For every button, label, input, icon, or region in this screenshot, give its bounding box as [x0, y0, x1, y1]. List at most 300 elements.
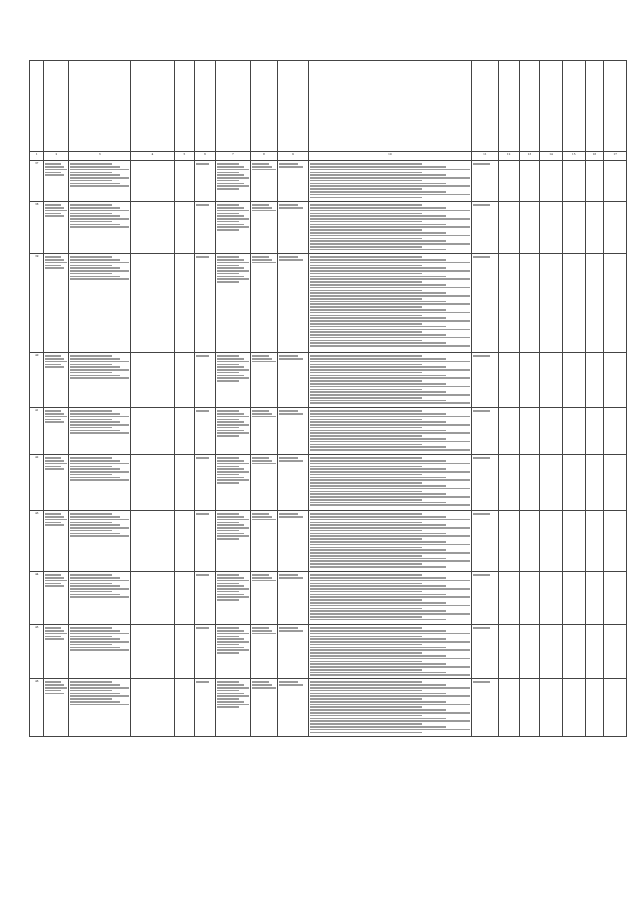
- cell-result: [215, 408, 250, 455]
- illegible-text: [217, 256, 249, 283]
- cell-blank: [519, 625, 540, 679]
- cell-blank: [519, 455, 540, 511]
- column-header: [308, 61, 471, 152]
- illegible-text: [45, 410, 67, 423]
- cell-blank: [540, 202, 563, 254]
- cell-blank: [604, 161, 627, 202]
- cell-blank: [604, 455, 627, 511]
- vertical-label: [183, 686, 186, 687]
- cell-date: [195, 202, 216, 254]
- cell-blank: [540, 408, 563, 455]
- cell-result: [215, 254, 250, 353]
- cell-blank: [519, 679, 540, 737]
- cell-blank: [585, 625, 604, 679]
- table-row: [30, 161, 627, 202]
- cell-blank: [540, 572, 563, 625]
- illegible-text: [310, 256, 470, 347]
- cell-number: [277, 625, 308, 679]
- row-number: 42: [30, 455, 44, 511]
- illegible-text: [70, 627, 129, 651]
- cell-number: [277, 679, 308, 737]
- cell-number: [277, 408, 308, 455]
- cell-type: [174, 353, 195, 408]
- cell-blank: [585, 202, 604, 254]
- cell-deadline: [472, 254, 499, 353]
- row-number: 41: [30, 408, 44, 455]
- cell-blank: [585, 161, 604, 202]
- cell-blank: [498, 353, 519, 408]
- column-number: 1: [30, 152, 44, 161]
- cell-blank: [519, 511, 540, 572]
- column-number-row: [30, 152, 627, 161]
- illegible-text: [217, 410, 249, 437]
- cell-deadline: [472, 408, 499, 455]
- illegible-text: [279, 627, 307, 631]
- illegible-text: [279, 163, 307, 167]
- vertical-label: [183, 462, 186, 463]
- illegible-text: [196, 513, 214, 515]
- illegible-text: [473, 681, 497, 683]
- cell-blank: [498, 511, 519, 572]
- cell-deadline: [472, 202, 499, 254]
- cell-blank: [498, 408, 519, 455]
- cell-blank: [519, 408, 540, 455]
- cell-code: [251, 625, 278, 679]
- cell-blank: [585, 679, 604, 737]
- cell-result: [215, 455, 250, 511]
- cell-date: [195, 511, 216, 572]
- cell-number: [277, 353, 308, 408]
- illegible-text: [473, 410, 497, 412]
- illegible-text: [217, 457, 249, 484]
- illegible-text: [310, 627, 470, 676]
- illegible-text: [45, 574, 67, 587]
- illegible-text: [279, 204, 307, 208]
- illegible-text: [70, 574, 129, 598]
- vertical-label: [183, 632, 186, 633]
- cell-date: [195, 408, 216, 455]
- cell-description: [308, 353, 471, 408]
- cell-result: [215, 202, 250, 254]
- cell-blank: [562, 572, 585, 625]
- cell-blank: [498, 679, 519, 737]
- column-number: 17: [604, 152, 627, 161]
- illegible-text: [279, 355, 307, 359]
- illegible-text: [252, 574, 276, 581]
- cell-blank: [131, 408, 174, 455]
- column-header: [251, 61, 278, 152]
- cell-date: [195, 679, 216, 737]
- cell-result: [215, 353, 250, 408]
- table-row: [30, 625, 627, 679]
- row-number: 40: [30, 353, 44, 408]
- cell-description: [308, 202, 471, 254]
- cell-blank: [131, 202, 174, 254]
- cell-blank: [498, 455, 519, 511]
- column-number: 16: [585, 152, 604, 161]
- cell-blank: [498, 254, 519, 353]
- cell-blank: [604, 625, 627, 679]
- cell-blank: [131, 353, 174, 408]
- column-header: [174, 61, 195, 152]
- illegible-text: [70, 256, 129, 280]
- vertical-label: [183, 415, 186, 416]
- illegible-text: [473, 457, 497, 459]
- cell-municipality: [44, 625, 69, 679]
- column-number: 12: [498, 152, 519, 161]
- illegible-text: [217, 681, 249, 708]
- illegible-text: [279, 574, 307, 578]
- cell-code: [251, 161, 278, 202]
- illegible-text: [196, 410, 214, 412]
- illegible-text: [473, 627, 497, 629]
- cell-blank: [498, 625, 519, 679]
- cell-blank: [562, 161, 585, 202]
- table-row: [30, 679, 627, 737]
- cell-code: [251, 353, 278, 408]
- cell-municipality: [44, 408, 69, 455]
- cell-blank: [131, 625, 174, 679]
- cell-blank: [585, 511, 604, 572]
- cell-blank: [562, 679, 585, 737]
- cell-blank: [540, 353, 563, 408]
- illegible-text: [196, 574, 214, 576]
- cell-blank: [131, 511, 174, 572]
- cell-blank: [604, 679, 627, 737]
- illegible-text: [310, 574, 470, 620]
- cell-deadline: [472, 511, 499, 572]
- column-number: 15: [562, 152, 585, 161]
- column-number: 11: [472, 152, 499, 161]
- illegible-text: [45, 681, 67, 694]
- vertical-label: [183, 518, 186, 519]
- cell-date: [195, 254, 216, 353]
- illegible-text: [279, 513, 307, 517]
- column-header: [562, 61, 585, 152]
- illegible-text: [473, 204, 497, 206]
- table-row: [30, 202, 627, 254]
- cell-blank: [562, 625, 585, 679]
- cell-blank: [585, 353, 604, 408]
- illegible-text: [70, 457, 129, 481]
- cell-blank: [540, 679, 563, 737]
- illegible-text: [217, 355, 249, 382]
- illegible-text: [310, 204, 470, 250]
- illegible-text: [252, 513, 276, 520]
- cell-type: [174, 679, 195, 737]
- cell-municipality: [44, 353, 69, 408]
- cell-blank: [131, 679, 174, 737]
- cell-blank: [519, 202, 540, 254]
- cell-type: [174, 408, 195, 455]
- illegible-text: [45, 163, 67, 176]
- cell-deadline: [472, 679, 499, 737]
- cell-type: [174, 161, 195, 202]
- illegible-text: [196, 457, 214, 459]
- cell-deadline: [472, 353, 499, 408]
- cell-blank: [540, 511, 563, 572]
- cell-blank: [585, 254, 604, 353]
- table-row: [30, 408, 627, 455]
- cell-code: [251, 408, 278, 455]
- row-number: 37: [30, 161, 44, 202]
- cell-organization: [69, 408, 131, 455]
- cell-result: [215, 572, 250, 625]
- cell-blank: [585, 455, 604, 511]
- cell-blank: [498, 202, 519, 254]
- cell-deadline: [472, 161, 499, 202]
- illegible-text: [45, 256, 67, 269]
- table-body: [30, 161, 627, 737]
- column-header: [215, 61, 250, 152]
- cell-municipality: [44, 202, 69, 254]
- table-row: [30, 353, 627, 408]
- illegible-text: [310, 163, 470, 198]
- cell-organization: [69, 511, 131, 572]
- row-number: 46: [30, 679, 44, 737]
- cell-number: [277, 511, 308, 572]
- illegible-text: [217, 513, 249, 540]
- column-number: 14: [540, 152, 563, 161]
- cell-date: [195, 353, 216, 408]
- cell-number: [277, 161, 308, 202]
- illegible-text: [70, 513, 129, 537]
- cell-organization: [69, 572, 131, 625]
- cell-date: [195, 572, 216, 625]
- column-header: [131, 61, 174, 152]
- table-row: [30, 455, 627, 511]
- illegible-text: [252, 457, 276, 464]
- cell-organization: [69, 353, 131, 408]
- cell-blank: [540, 161, 563, 202]
- illegible-text: [217, 574, 249, 601]
- row-number: 39: [30, 254, 44, 353]
- illegible-text: [70, 355, 129, 379]
- illegible-text: [473, 355, 497, 357]
- column-number: 7: [215, 152, 250, 161]
- cell-blank: [562, 511, 585, 572]
- cell-blank: [585, 572, 604, 625]
- column-number: 6: [195, 152, 216, 161]
- cell-blank: [562, 455, 585, 511]
- cell-code: [251, 455, 278, 511]
- illegible-text: [70, 204, 129, 228]
- illegible-text: [252, 681, 276, 688]
- column-header: [30, 61, 44, 152]
- illegible-text: [473, 513, 497, 515]
- illegible-text: [310, 681, 470, 733]
- illegible-text: [70, 410, 129, 434]
- cell-result: [215, 625, 250, 679]
- cell-date: [195, 161, 216, 202]
- cell-blank: [585, 408, 604, 455]
- cell-blank: [604, 353, 627, 408]
- cell-blank: [519, 572, 540, 625]
- cell-code: [251, 202, 278, 254]
- cell-date: [195, 455, 216, 511]
- illegible-text: [70, 163, 129, 187]
- cell-blank: [604, 202, 627, 254]
- illegible-text: [310, 457, 470, 506]
- cell-blank: [131, 455, 174, 511]
- cell-code: [251, 254, 278, 353]
- column-number: 3: [69, 152, 131, 161]
- cell-result: [215, 511, 250, 572]
- cell-organization: [69, 679, 131, 737]
- column-number: 9: [277, 152, 308, 161]
- illegible-text: [217, 204, 249, 231]
- cell-type: [174, 511, 195, 572]
- illegible-text: [217, 163, 249, 190]
- cell-blank: [604, 572, 627, 625]
- illegible-text: [196, 355, 214, 357]
- column-header: [604, 61, 627, 152]
- cell-blank: [562, 254, 585, 353]
- cell-blank: [131, 254, 174, 353]
- column-header: [44, 61, 69, 152]
- table-row: [30, 254, 627, 353]
- column-header: [195, 61, 216, 152]
- cell-code: [251, 511, 278, 572]
- cell-description: [308, 679, 471, 737]
- header-row: [30, 61, 627, 152]
- illegible-text: [196, 256, 214, 258]
- column-number: 10: [308, 152, 471, 161]
- column-number: 2: [44, 152, 69, 161]
- illegible-text: [45, 355, 67, 368]
- cell-blank: [131, 572, 174, 625]
- table-row: [30, 572, 627, 625]
- column-header: [519, 61, 540, 152]
- cell-description: [308, 572, 471, 625]
- cell-blank: [519, 161, 540, 202]
- column-header: [472, 61, 499, 152]
- illegible-text: [279, 457, 307, 461]
- vertical-label: [183, 209, 186, 210]
- illegible-text: [45, 457, 67, 470]
- illegible-text: [473, 574, 497, 576]
- table-row: [30, 511, 627, 572]
- cell-blank: [604, 511, 627, 572]
- cell-type: [174, 572, 195, 625]
- cell-blank: [540, 455, 563, 511]
- cell-blank: [498, 572, 519, 625]
- cell-deadline: [472, 572, 499, 625]
- illegible-text: [196, 627, 214, 629]
- cell-blank: [562, 353, 585, 408]
- illegible-text: [252, 355, 276, 362]
- cell-blank: [519, 353, 540, 408]
- cell-organization: [69, 161, 131, 202]
- illegible-text: [310, 410, 470, 451]
- cell-type: [174, 455, 195, 511]
- row-number: 38: [30, 202, 44, 254]
- column-header: [540, 61, 563, 152]
- illegible-text: [252, 163, 276, 170]
- illegible-text: [252, 627, 276, 634]
- cell-blank: [519, 254, 540, 353]
- vertical-label: [183, 261, 186, 262]
- illegible-text: [196, 163, 214, 165]
- cell-blank: [540, 625, 563, 679]
- cell-description: [308, 511, 471, 572]
- cell-municipality: [44, 254, 69, 353]
- vertical-label: [183, 579, 186, 580]
- cell-description: [308, 254, 471, 353]
- register-table: [29, 60, 627, 737]
- cell-type: [174, 202, 195, 254]
- column-number: 13: [519, 152, 540, 161]
- cell-number: [277, 202, 308, 254]
- cell-organization: [69, 625, 131, 679]
- cell-type: [174, 625, 195, 679]
- cell-municipality: [44, 511, 69, 572]
- cell-organization: [69, 455, 131, 511]
- illegible-text: [473, 256, 497, 258]
- column-number: 5: [174, 152, 195, 161]
- cell-description: [308, 625, 471, 679]
- cell-blank: [604, 408, 627, 455]
- cell-result: [215, 161, 250, 202]
- illegible-text: [252, 204, 276, 211]
- column-header: [498, 61, 519, 152]
- cell-code: [251, 679, 278, 737]
- cell-description: [308, 455, 471, 511]
- cell-organization: [69, 254, 131, 353]
- column-number: 4: [131, 152, 174, 161]
- row-number: 45: [30, 625, 44, 679]
- cell-blank: [604, 254, 627, 353]
- illegible-text: [217, 627, 249, 654]
- cell-municipality: [44, 679, 69, 737]
- cell-code: [251, 572, 278, 625]
- cell-number: [277, 254, 308, 353]
- illegible-text: [279, 681, 307, 685]
- cell-date: [195, 625, 216, 679]
- illegible-text: [310, 513, 470, 567]
- vertical-label: [183, 168, 186, 169]
- column-header: [277, 61, 308, 152]
- cell-result: [215, 679, 250, 737]
- cell-municipality: [44, 161, 69, 202]
- vertical-label: [183, 360, 186, 361]
- column-number: 8: [251, 152, 278, 161]
- illegible-text: [45, 204, 67, 217]
- cell-type: [174, 254, 195, 353]
- illegible-text: [252, 410, 276, 417]
- cell-blank: [562, 408, 585, 455]
- cell-blank: [540, 254, 563, 353]
- cell-description: [308, 408, 471, 455]
- illegible-text: [473, 163, 497, 165]
- row-number: 43: [30, 511, 44, 572]
- illegible-text: [70, 681, 129, 705]
- cell-deadline: [472, 455, 499, 511]
- illegible-text: [196, 681, 214, 683]
- cell-blank: [562, 202, 585, 254]
- illegible-text: [279, 256, 307, 260]
- column-header: [585, 61, 604, 152]
- cell-deadline: [472, 625, 499, 679]
- cell-description: [308, 161, 471, 202]
- illegible-text: [45, 627, 67, 640]
- illegible-text: [196, 204, 214, 206]
- cell-blank: [498, 161, 519, 202]
- cell-number: [277, 572, 308, 625]
- cell-number: [277, 455, 308, 511]
- cell-blank: [131, 161, 174, 202]
- illegible-text: [310, 355, 470, 404]
